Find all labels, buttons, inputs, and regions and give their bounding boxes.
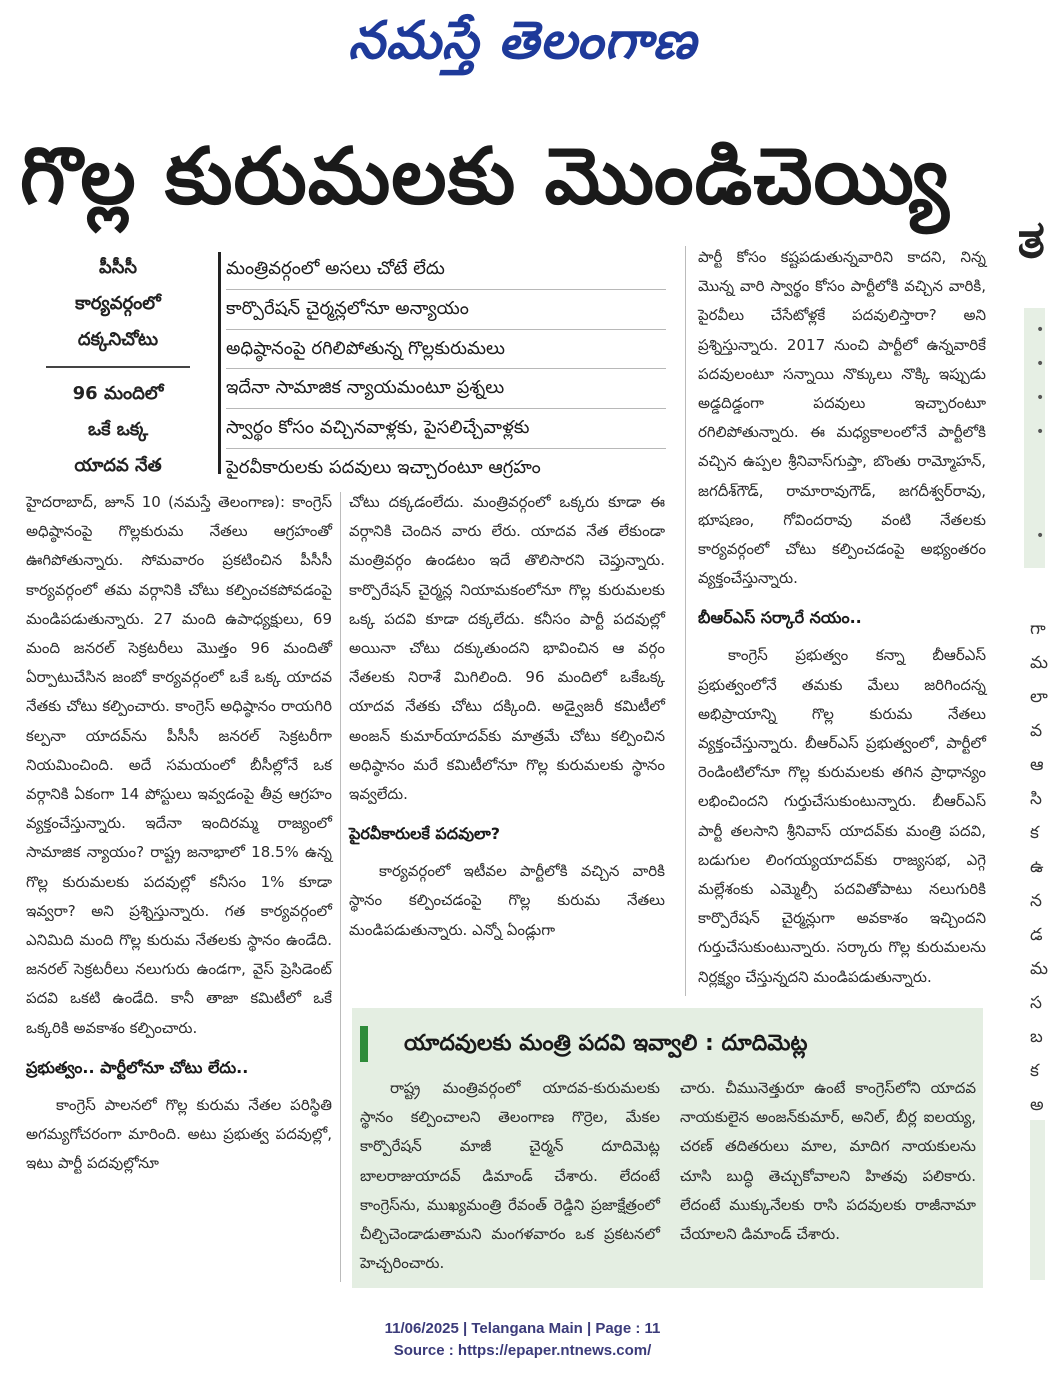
adjacent-bullet: • (1036, 424, 1045, 440)
footer-edition-info: 11/06/2025 | Telangana Main | Page : 11 (384, 1320, 661, 1337)
sidebar-accent-bar (360, 1026, 368, 1062)
body-paragraph: చారు. చీమునెత్తురూ ఉంటే కాంగ్రెస్‌లోని యాదవ నాయకులైన అంజన్‌కుమార్, అనిల్, బీర్ల ఐలయ్య, చరణ్ తదితరులు మాల, మాదిగ నాయకులను చూసి బుద్ధి తెచ్చుకోవాలని హితవు పలికారు. లేదంటే ముక్కునేలకు రాసి పదవులకు రాజీనామా చేయాలని డిమాండ్ చేశారు. (680, 1079, 976, 1244)
body-paragraph: పార్టీ కోసం కష్టపడుతున్నవారిని కాదని, నిన్న మొన్న వారి స్వార్థం కోసం పార్టీలోకి వచ్చిన వారికి, పైరవీలు చేసేటోళ్లకే పదవులిస్తారా? అని ప్రశ్నిస్తున్నారు. 2017 నుంచి పార్టీలో ఉన్నవారికే పదవులంటూ సన్నాయి నొక్కులు నొక్కి ఇప్పుడు అడ్డదిడ్డంగా పదవులు ఇచ్చారంటూ రగిలిపోతున్నారు. ఈ మధ్యకాలంలోనే పార్టీలోకి వచ్చిన ఉప్పల శ్రీనివాస్‌గుప్తా, బొంతు రామ్మోహన్, జగదీశ్‌గౌడ్, రామారావుగౌడ్, జగదీశ్వర్‌రావు, భూషణం, గోవిందరావు వంటి నేతలకు కార్యవర్గంలో చోటు కల్పించడంపై అభ్యంతరం వ్యక్తంచేస్తున్నారు. (698, 248, 986, 588)
teaser-item: కార్పొరేషన్ చైర్మన్లలోనూ అన్యాయం (226, 290, 666, 330)
adjacent-article-fragment: ತ (1017, 210, 1045, 270)
pull-quote-line: ఒకే ఒక్క (87, 419, 149, 440)
teaser-item: ఇదేనా సామాజిక న్యాయమంటూ ప్రశ్నలు (226, 369, 666, 409)
column-rule (685, 246, 686, 996)
sidebar-column-2 (680, 1074, 976, 1249)
footer-source-link[interactable]: Source : https://epaper.ntnews.com/ (393, 1342, 652, 1359)
adjacent-bullet: • (1036, 356, 1045, 372)
body-paragraph: కాంగ్రెస్ పాలనలో గొల్ల కురుమ నేతల పరిస్థితి అగమ్యగోచరంగా మారింది. అటు ప్రభుత్వ పదవుల్లో, ఇటు పార్టీ పదవుల్లోనూ (26, 1095, 332, 1173)
column-rule (340, 492, 341, 1282)
sidebar-title: యాదవులకు మంత్రి పదవి ఇవ్వాలి : దూదిమెట్ల (404, 1031, 808, 1056)
pull-quote-line: కార్యవర్గంలో (75, 293, 161, 314)
subheading: ప్రభుత్వం.. పార్టీలోనూ చోటు లేదు.. (26, 1057, 249, 1077)
teaser-item: మంత్రివర్గంలో అసలు చోటే లేదు (226, 250, 666, 290)
pull-quote-line: యాదవ నేత (74, 455, 162, 476)
teaser-item: పైరవీకారులకు పదవులు ఇచ్చారంటూ ఆగ్రహం (226, 456, 541, 478)
sidebar-story (352, 1008, 983, 1288)
article-column-1 (26, 488, 332, 1178)
article-column-3 (698, 243, 986, 992)
body-paragraph: రాష్ట్ర మంత్రివర్గంలో యాదవ-కురుమలకు స్థానం కల్పించాలని తెలంగాణ గొర్రెల, మేకల కార్పొరేషన్ మాజీ చైర్మన్ దూదిమెట్ల బాలరాజుయాదవ్ డిమాండ్ చేశారు. లేదంటే కాంగ్రెస్‌ను, ముఖ్యమంత్రి రేవంత్ రెడ్డిని ప్రజాక్షేత్రంలో చీల్చిచెండాడుతామని మంగళవారం ఒక ప్రకటనలో హెచ్చరించారు. (360, 1079, 660, 1273)
subheading: పైరవీకారులకే పదవులా? (349, 824, 501, 844)
teaser-item: స్వార్థం కోసం వచ్చినవాళ్లకు, పైసలిచ్చేవాళ్లకు (226, 409, 666, 449)
body-paragraph: చోటు దక్కడంలేదు. మంత్రివర్గంలో ఒక్కరు కూడా ఈ వర్గానికి చెందిన వారు లేరు. యాదవ నేత లేకుండా మంత్రివర్గం ఉండటం ఇదే తొలిసారని చెప్తున్నారు. కార్పొరేషన్ చైర్మన్ల నియామకంలోనూ గొల్ల కురుమలకు ఒక్క పదవి కూడా దక్కలేదు. కనీసం పార్టీ పదవుల్లో అయినా చోటు దక్కుతుందని భావించిన ఆ వర్గం నేతలకు నిరాశే మిగిలింది. 96 మందిలో ఒకేఒక్క యాదవ నేతకు చోటు దక్కింది. అడ్వైజరీ కమిటీలో అంజన్ కుమార్‌యాదవ్‌కు మాత్రమే చోటు కల్పించిన అధిష్ఠానం మరే కమిటీలోనూ గొల్ల కురుమలకు స్థానం ఇవ్వలేదు. (349, 493, 665, 804)
divider (46, 366, 190, 368)
masthead-logo: నమస్తే తెలంగాణ (348, 10, 697, 71)
adjacent-bullet: • (1036, 528, 1045, 544)
teaser-list (226, 250, 666, 488)
pull-quote-line: పీసీసీ (98, 257, 138, 278)
adjacent-article-box (1030, 1120, 1045, 1280)
body-paragraph: కార్యవర్గంలో ఇటీవల పార్టీలోకి వచ్చిన వారికి స్థానం కల్పించడంపై గొల్ల కురుమ నేతలు మండిపడుతున్నారు. ఎన్నో ఏండ్లుగా (349, 862, 665, 939)
pull-quote-line: 96 మందిలో (72, 383, 164, 404)
body-paragraph: హైదరాబాద్, జూన్ 10 (నమస్తే తెలంగాణ): కాంగ్రెస్ అధిష్ఠానంపై గొల్లకురుమ నేతలు ఆగ్రహంతో ఊగిపోతున్నారు. సోమవారం ప్రకటించిన పీసీసీ కార్యవర్గంలో తమ వర్గానికి చోటు కల్పించకపోవడంపై మండిపడుతున్నారు. 27 మంది ఉపాధ్యక్షులు, 69 మంది జనరల్ సెక్రటరీలు మొత్తం 96 మందితో ఏర్పాటుచేసిన జంబో కార్యవర్గంలో ఒకే ఒక్క యాదవ నేతకు చోటు కల్పించారు. కాంగ్రెస్ అధిష్ఠానం రాయగిరి కల్పనా యాదవ్‌ను పీసీసీ జనరల్ సెక్రటరీగా నియమించింది. అదే సమయంలో బీసీల్లోనే ఒక వర్గానికి ఏకంగా 14 పోస్టులు ఇవ్వడంపై తీవ్ర ఆగ్రహం వ్యక్తంచేస్తున్నారు. ఇదేనా ఇందిరమ్మ రాజ్యంలో సామాజిక న్యాయం? రాష్ట్ర జనాభాలో 18.5% ఉన్న గొల్ల కురుమలకు పదవుల్లో కనీసం 1% కూడా ఇవ్వరా? అని ప్రశ్నిస్తున్నారు. గత కార్యవర్గంలో ఎనిమిది మంది గొల్ల కురుమ నేతలకు స్థానం ఉండేది. జనరల్ సెక్రటరీలు నలుగురు ఉండగా, వైస్ ప్రెసిడెంట్ పదవి ఒకటి ఉండేది. కానీ తాజా కమిటీలో ఒకే ఒక్కరికి అవకాశం కల్పించారు. (26, 493, 332, 1037)
subheading: బీఆర్‌ఎస్ సర్కారే నయం.. (698, 608, 862, 628)
teaser-item: అధిష్ఠానంపై రగిలిపోతున్న గొల్లకురుమలు (226, 330, 666, 370)
adjacent-bullet: • (1036, 390, 1045, 406)
adjacent-column-fragment: గా మ లా వ ఆ సి క ఉ న డ మ స బ క అ (1030, 619, 1048, 1115)
pull-quote-line: దక్కనిచోటు (77, 329, 159, 350)
body-paragraph: కాంగ్రెస్ ప్రభుత్వం కన్నా బీఆర్‌ఎస్ ప్రభుత్వంలోనే తమకు మేలు జరిగిందన్న అభిప్రాయాన్ని గొల్ల కురుమ నేతలు వ్యక్తంచేస్తున్నారు. బీఆర్‌ఎస్ ప్రభుత్వంలో, పార్టీలో రెండింటిలోనూ గొల్ల కురుమలకు తగిన ప్రాధాన్యం లభించిందని గుర్తుచేసుకుంటున్నారు. బీఆర్‌ఎస్ పార్టీ తలసాని శ్రీనివాస్ యాదవ్‌కు మంత్రి పదవి, బడుగుల లింగయ్యయాదవ్‌కు రాజ్యసభ, ఎగ్గె మల్లేశంకు ఎమ్మెల్సీ పదవితోపాటు నలుగురికి కార్పొరేషన్ చైర్మన్లుగా అవకాశం ఇచ్చిందని గుర్తుచేసుకుంటున్నారు. సర్కారు గొల్ల కురుమలను నిర్లక్ష్యం చేస్తున్నదని మండిపడుతున్నారు. (698, 646, 986, 986)
pull-quote-box (28, 250, 208, 484)
headline: గొల్ల కురుమలకు మొండిచెయ్యి (20, 132, 950, 222)
article-column-2 (349, 488, 665, 945)
sidebar-column-1 (360, 1074, 660, 1278)
adjacent-bullet: • (1036, 322, 1045, 338)
divider (218, 252, 221, 474)
